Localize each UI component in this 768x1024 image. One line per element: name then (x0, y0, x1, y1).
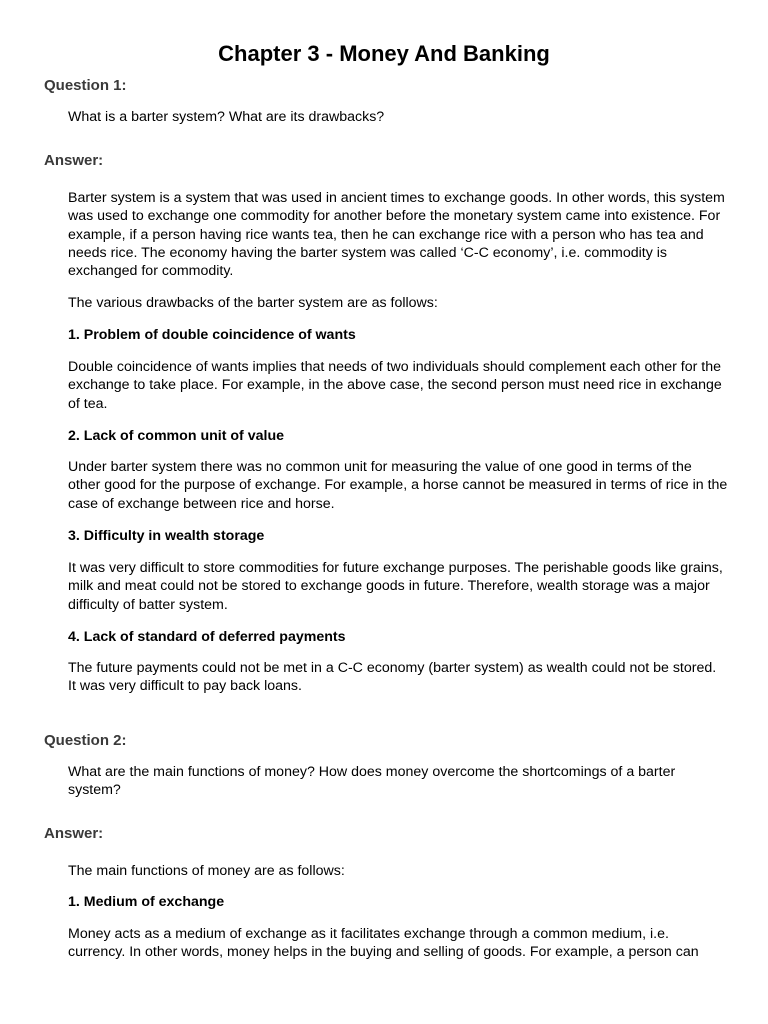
question-1-label: Question 1: (44, 77, 127, 94)
drawback-3-heading: 3. Difficulty in wealth storage (68, 528, 265, 544)
drawback-2-text: Under barter system there was no common unit for measuring the value of one good in terms of the other good for the purpose of exchange. For example, a horse cannot be measured in terms of rice in the case of exchange between rice and horse. (68, 459, 728, 512)
answer-1-label: Answer: (44, 152, 104, 169)
answer-1-intro: Barter system is a system that was used in ancient times to exchange goods. In other words, this system was used to exchange one commodity for another before the monetary system came into existence. For example, if a person having rice wants tea, then he can exchange rice with a person who has tea and needs rice. The economy having the barter system was called ‘C-C economy’, i.e. commodity is exchanged for commodity. (68, 190, 725, 280)
function-1-heading: 1. Medium of exchange (68, 894, 225, 910)
function-1-text: Money acts as a medium of exchange as it facilitates exchange through a common medium, i.e. currency. In other words, money helps in the buying and selling of goods. For example, a person can (68, 926, 699, 961)
drawback-1-text: Double coincidence of wants implies that needs of two individuals should complement each other for the exchange to take place. For example, in the above case, the second person must need rice in exchange of tea. (68, 359, 722, 412)
drawback-2-heading: 2. Lack of common unit of value (68, 428, 284, 444)
drawback-4-text: The future payments could not be met in a C-C economy (barter system) as wealth could not be stored. It was very difficult to pay back loans. (68, 660, 717, 695)
drawback-3-text: It was very difficult to store commodities for future exchange purposes. The perishable goods like grains, milk and meat could not be stored to exchange goods in future. Therefore, wealth storage was a major difficulty of batter system. (68, 560, 723, 613)
drawback-4-heading: 4. Lack of standard of deferred payments (68, 629, 346, 645)
answer-2-intro: The main functions of money are as follows: (68, 863, 345, 879)
question-1-text: What is a barter system? What are its drawbacks? (68, 109, 385, 125)
answer-2-label: Answer: (44, 825, 104, 842)
drawbacks-intro: The various drawbacks of the barter system are as follows: (68, 295, 438, 311)
question-2-label: Question 2: (44, 732, 127, 749)
question-2-text: What are the main functions of money? How does money overcome the shortcomings of a barter system? (68, 764, 676, 799)
page-title: Chapter 3 - Money And Banking (218, 41, 550, 66)
drawback-1-heading: 1. Problem of double coincidence of wants (68, 327, 356, 343)
